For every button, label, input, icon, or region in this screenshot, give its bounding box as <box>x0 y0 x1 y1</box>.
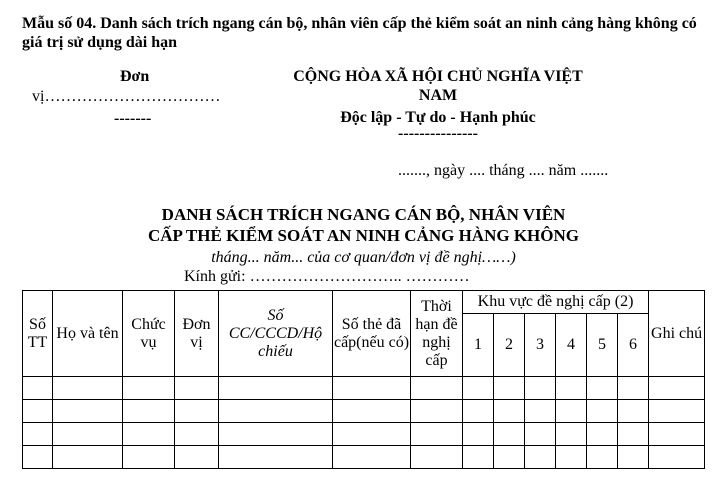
col-header-name: Họ và tên <box>53 291 123 377</box>
table-cell <box>587 400 618 423</box>
table-cell <box>219 377 333 400</box>
col-header-zone-6: 6 <box>618 314 649 377</box>
col-header-zone-1: 1 <box>463 314 494 377</box>
table-cell <box>618 400 649 423</box>
table-cell <box>556 377 587 400</box>
col-header-note: Ghi chú <box>649 291 705 377</box>
table-cell <box>649 377 705 400</box>
table-body <box>23 377 705 469</box>
table-cell <box>333 423 411 446</box>
table-cell <box>649 423 705 446</box>
table-cell <box>649 446 705 469</box>
table-cell <box>23 400 53 423</box>
table-cell <box>556 400 587 423</box>
table-cell <box>53 377 123 400</box>
unit-name-line: vị…………………………… <box>32 88 221 105</box>
col-header-id-document: Số CC/CCCD/Hộ chiếu <box>219 291 333 377</box>
title-line-2: CẤP THẺ KIỂM SOÁT AN NINH CẢNG HÀNG KHÔNG <box>147 226 580 245</box>
table-row <box>23 400 705 423</box>
table-cell <box>123 400 175 423</box>
table-cell <box>411 400 463 423</box>
table-cell <box>333 446 411 469</box>
national-motto: Độc lập - Tự do - Hạnh phúc <box>340 109 536 126</box>
table-cell <box>219 423 333 446</box>
table-cell <box>463 377 494 400</box>
table-cell <box>525 446 556 469</box>
table-cell <box>123 377 175 400</box>
unit-label: Đơn <box>120 68 150 85</box>
table-cell <box>618 377 649 400</box>
table-cell <box>525 400 556 423</box>
table-cell <box>123 423 175 446</box>
table-cell <box>53 423 123 446</box>
col-header-card-number: Số thẻ đã cấp(nếu có) <box>333 291 411 377</box>
table-cell <box>494 446 525 469</box>
table-row <box>23 423 705 446</box>
table-cell <box>53 400 123 423</box>
table-cell <box>175 446 219 469</box>
document-title <box>0 204 727 246</box>
title-line-1: DANH SÁCH TRÍCH NGANG CÁN BỘ, NHÂN VIÊN <box>161 205 566 224</box>
table-cell <box>525 423 556 446</box>
table-cell <box>219 446 333 469</box>
col-header-zones-group: Khu vực đề nghị cấp (2) <box>463 291 649 314</box>
col-header-zone-3: 3 <box>525 314 556 377</box>
table-cell <box>23 423 53 446</box>
table-cell <box>411 377 463 400</box>
col-header-position: Chức vụ <box>123 291 175 377</box>
table-cell <box>463 423 494 446</box>
table-cell <box>175 377 219 400</box>
table-cell <box>53 446 123 469</box>
table-cell <box>556 423 587 446</box>
republic-name-line2: NAM <box>418 87 458 104</box>
table-cell <box>463 446 494 469</box>
table-cell <box>494 377 525 400</box>
table-cell <box>175 423 219 446</box>
national-header <box>268 67 608 141</box>
table-cell <box>525 377 556 400</box>
table-cell <box>556 446 587 469</box>
motto-separator: --------------- <box>398 125 478 142</box>
date-line: ......., ngày .... tháng .... năm ....... <box>398 162 609 179</box>
recipient-line: Kính gửi: ……………………….. ………… <box>184 268 470 285</box>
document-heading: Mẫu số 04. Danh sách trích ngang cán bộ, nhân viên cấp thẻ kiểm soát an ninh cảng hàng không có giá trị sử dụng dài hạn <box>22 15 697 51</box>
unit-separator: ------- <box>114 110 152 127</box>
table-cell <box>333 377 411 400</box>
table-cell <box>23 446 53 469</box>
staff-list-table <box>22 290 705 469</box>
republic-name-line1: CỘNG HÒA XÃ HỘI CHỦ NGHĨA VIỆT <box>293 68 583 85</box>
table-cell <box>587 423 618 446</box>
document-subtitle: tháng... năm... của cơ quan/đơn vị đề nghị……) <box>211 249 516 266</box>
table-cell <box>587 377 618 400</box>
table-cell <box>175 400 219 423</box>
col-header-duration: Thời hạn đề nghị cấp <box>411 291 463 377</box>
table-cell <box>494 400 525 423</box>
table-cell <box>494 423 525 446</box>
table-row <box>23 377 705 400</box>
table-cell <box>618 446 649 469</box>
table-row <box>23 446 705 469</box>
table-cell <box>123 446 175 469</box>
table-cell <box>333 400 411 423</box>
table-cell <box>411 446 463 469</box>
table-cell <box>219 400 333 423</box>
col-header-zone-4: 4 <box>556 314 587 377</box>
table-cell <box>618 423 649 446</box>
table-cell <box>463 400 494 423</box>
table-cell <box>411 423 463 446</box>
col-header-zone-5: 5 <box>587 314 618 377</box>
col-header-unit: Đơn vị <box>175 291 219 377</box>
table-cell <box>649 400 705 423</box>
col-header-stt: Số TT <box>23 291 53 377</box>
table-cell <box>587 446 618 469</box>
col-header-zone-2: 2 <box>494 314 525 377</box>
table-cell <box>23 377 53 400</box>
